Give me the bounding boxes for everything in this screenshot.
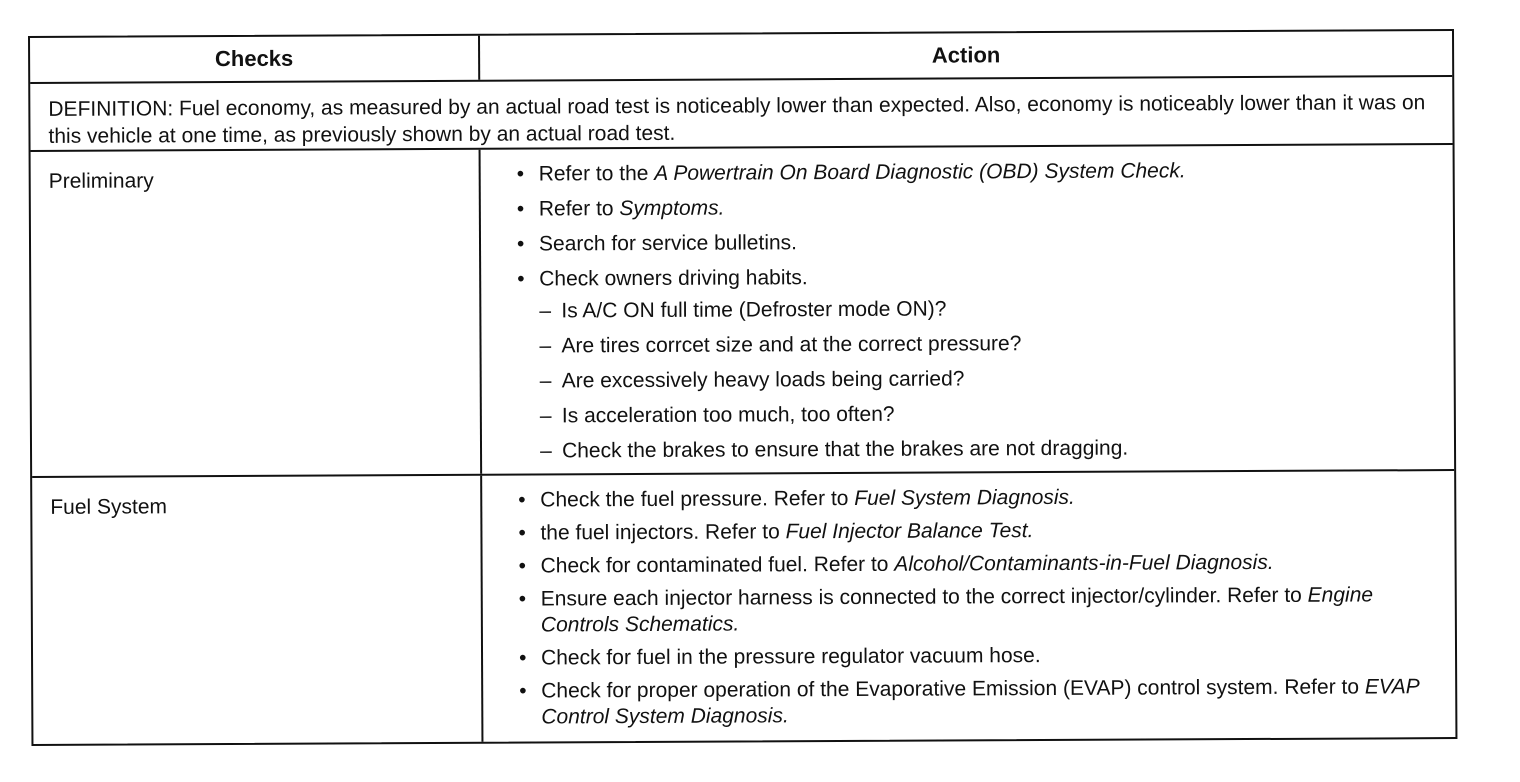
reference-link: Engine Controls Schematics. — [540, 583, 1374, 637]
reference-link: Fuel Injector Balance Test. — [785, 519, 1034, 544]
checks-header: Checks — [30, 36, 480, 82]
sub-list-item: – Check the brakes to ensure that the brakes are not dragging. — [540, 434, 1438, 464]
list-item: • Ensure each injector harness is connected to the correct injector/cylinder. Refer to Engine Controls Schematics. — [519, 582, 1439, 638]
check-label-preliminary: Preliminary — [31, 150, 483, 476]
list-item: • Check for fuel in the pressure regulator vacuum hose. — [519, 641, 1439, 671]
list-item: • the fuel injectors. Refer to Fuel Injector Balance Test. — [518, 516, 1438, 546]
table-row-fuel-system — [32, 471, 1455, 744]
action-header: Action — [931, 42, 1001, 68]
diagnostic-table — [28, 29, 1457, 746]
action-cell-fuel-system — [482, 471, 1455, 742]
list-item: • Refer to the A Powertrain On Board Diagnostic (OBD) System Check. — [517, 157, 1437, 187]
list-item: • Check for proper operation of the Evaporative Emission (EVAP) control system. Refer to EVAP Control System Diagnosis. — [519, 674, 1439, 730]
check-label-fuel-system: Fuel System — [32, 476, 483, 744]
sub-list-item: – Is acceleration too much, too often? — [540, 399, 1438, 429]
sub-list-item: – Are tires corrcet size and at the correct pressure? — [539, 329, 1437, 359]
definition-text: DEFINITION: Fuel economy, as measured by an actual road test is noticeably lower than expected. Also, economy is noticeably lower than it was on this vehicle at one time, as previously shown by an actual road test. — [30, 75, 1452, 152]
sub-list-item: – Is A/C ON full time (Defroster mode ON)? — [539, 294, 1437, 324]
list-item: • Search for service bulletins. — [517, 227, 1437, 257]
sub-list-item: – Are excessively heavy loads being carried? — [540, 364, 1438, 394]
reference-link: A Powertrain On Board Diagnostic (OBD) System Check. — [654, 159, 1186, 185]
reference-link: Fuel System Diagnosis. — [854, 485, 1075, 510]
list-item: • Check the fuel pressure. Refer to Fuel System Diagnosis. — [518, 483, 1438, 513]
list-item: • Refer to Symptoms. — [517, 192, 1437, 222]
list-item: • Check for contaminated fuel. Refer to Alcohol/Contaminants-in-Fuel Diagnosis. — [519, 549, 1439, 579]
list-item: • Check owners driving habits. – Is A/C ON full time (Defroster mode ON)? – Are tires corrcet size and at the correct pressure? – Are excessively heavy loads being carried? – Is acceleration too much, too often? – Check the brakes to ensure that the brakes are not dragging. — [517, 262, 1438, 464]
table-row-preliminary — [31, 145, 1455, 478]
reference-link: EVAP Control System Diagnosis. — [541, 675, 1419, 729]
reference-link: Symptoms. — [619, 196, 725, 221]
action-cell-preliminary — [481, 145, 1455, 474]
reference-link: Alcohol/Contaminants-in-Fuel Diagnosis. — [894, 550, 1274, 576]
